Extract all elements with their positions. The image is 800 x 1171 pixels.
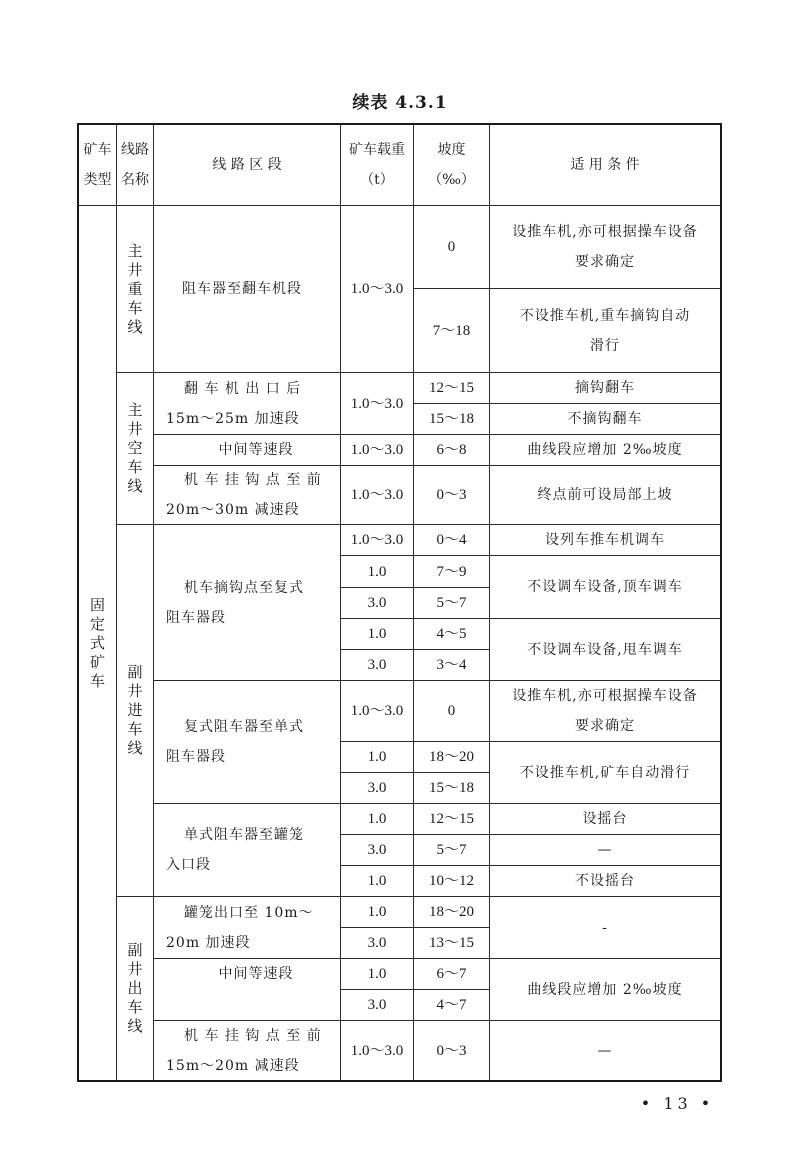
conditions-line1: 曲线段应增加 2‰坡度 [527, 442, 683, 458]
conditions-line2: 要求确定 [575, 254, 635, 270]
car-load-value: 1.0～3.0 [350, 487, 404, 503]
line-name-char: 线 [127, 1017, 143, 1035]
car-load-cell [341, 556, 413, 587]
conditions-cell [490, 681, 720, 741]
conditions-line1: 不摘钩翻车 [567, 411, 643, 427]
line-name-char: 线 [127, 739, 143, 757]
car-load-cell [341, 650, 413, 680]
car-load-value: 3.0 [367, 595, 387, 611]
segment-line1: 翻 车 机 出 口 后 [184, 380, 302, 397]
slope-value: 0 [447, 239, 456, 255]
conditions-cell [490, 404, 720, 434]
row-divider [413, 403, 720, 404]
segment-line1: 单式阻车器至罐笼 [184, 827, 304, 843]
car-load-cell [341, 928, 413, 958]
segment-cell [154, 373, 340, 434]
header-line-name [117, 125, 153, 205]
conditions-line1: 设推车机,亦可根据操车设备 [512, 224, 698, 240]
conditions-line1: 摘钩翻车 [575, 380, 635, 396]
mine-car-type-char: 矿 [89, 652, 105, 671]
conditions-cell [490, 206, 720, 288]
row-divider [340, 587, 489, 588]
header-mine-car-type [79, 125, 116, 205]
segment-line1: 罐笼出口至 10m～ [184, 904, 314, 921]
cell-text: 适 用 条 件 [570, 157, 640, 173]
row-divider [340, 741, 720, 742]
conditions-cell [490, 619, 720, 680]
car-load-value: 1.0 [367, 626, 387, 642]
mine-car-type-char: 车 [89, 671, 105, 690]
slope-value: 15～18 [428, 411, 474, 427]
slope-value: 18～20 [428, 749, 474, 765]
conditions-line2: 滑行 [590, 337, 620, 354]
slope-cell [414, 897, 489, 927]
car-load-cell [341, 897, 413, 927]
segment-line2: 15m～25m 加速段 [166, 410, 300, 427]
line-name-char: 车 [127, 298, 143, 317]
line-name-cell [117, 206, 153, 372]
row-divider [340, 772, 489, 773]
segment-line2: 20m 加速段 [166, 934, 251, 951]
slope-value: 3～4 [436, 657, 467, 673]
segment-line1: 阻车器至翻车机段 [182, 281, 302, 297]
conditions-cell [490, 897, 720, 958]
car-load-cell [341, 990, 413, 1020]
conditions-cell [490, 556, 720, 618]
conditions-line1: 设推车机,亦可根据操车设备 [512, 688, 698, 704]
section-divider [116, 372, 720, 373]
line-name-char: 空 [127, 439, 143, 457]
slope-cell [414, 206, 489, 288]
row-divider [340, 927, 489, 928]
segment-cell [154, 959, 340, 1020]
car-load-value: 3.0 [367, 780, 387, 796]
slope-cell [414, 681, 489, 741]
slope-value: 4～5 [436, 626, 467, 642]
segment-cell [154, 466, 340, 524]
segment-line2: 入口段 [166, 857, 211, 873]
car-load-cell [341, 619, 413, 649]
segment-line1: 中间等速段 [218, 966, 294, 982]
line-name-char: 线 [127, 317, 143, 336]
car-load-cell [341, 206, 413, 372]
line-name-char: 主 [127, 241, 143, 260]
conditions-cell [490, 866, 720, 896]
car-load-value: 1.0 [367, 966, 387, 982]
conditions-line1: - [602, 919, 608, 936]
car-load-cell [341, 1021, 413, 1080]
conditions-cell [490, 525, 720, 555]
segment-line1: 中间等速段 [218, 442, 294, 458]
slope-cell [414, 289, 489, 372]
conditions-line1: 不设调车设备,顶车调车 [527, 579, 683, 595]
header-line-segment [154, 125, 340, 205]
slope-value: 7～18 [432, 322, 471, 339]
column-divider [153, 124, 154, 1080]
segment-divider [153, 434, 720, 435]
conditions-cell [490, 289, 720, 372]
conditions-line1: 曲线段应增加 2‰坡度 [527, 981, 683, 998]
cell-text: 名称 [121, 172, 149, 188]
mine-car-type-cell [79, 206, 116, 1080]
car-load-cell [341, 435, 413, 465]
slope-value: 0～3 [436, 1042, 467, 1059]
car-load-value: 3.0 [367, 842, 387, 858]
car-load-value: 1.0～3.0 [350, 442, 404, 458]
car-load-cell [341, 373, 413, 434]
slope-cell [414, 556, 489, 587]
segment-line2: 15m～20m 减速段 [166, 1057, 300, 1074]
slope-cell [414, 619, 489, 649]
slope-value: 6～8 [436, 442, 467, 458]
segment-cell [154, 897, 340, 958]
row-divider [340, 834, 720, 835]
line-name-char: 车 [127, 458, 143, 476]
header-slope [414, 125, 489, 205]
conditions-line1: — [597, 842, 613, 858]
segment-line1: 机 车 挂 钩 点 至 前 [184, 472, 322, 488]
car-load-value: 1.0～3.0 [350, 703, 404, 719]
cell-text: 矿车 [83, 142, 112, 158]
cell-text: 类型 [83, 172, 112, 188]
car-load-value: 1.0～3.0 [350, 395, 404, 412]
slope-value: 15～18 [428, 780, 474, 796]
header-divider [78, 205, 720, 206]
car-load-cell [341, 466, 413, 524]
row-divider [340, 649, 489, 650]
slope-value: 18～20 [428, 904, 474, 920]
row-divider [413, 288, 720, 289]
conditions-line1: 不设推车机,矿车自动滑行 [519, 764, 691, 781]
segment-line1: 复式阻车器至单式 [184, 719, 304, 735]
column-divider [116, 124, 117, 1080]
line-name-cell [117, 373, 153, 524]
segment-divider [153, 680, 720, 681]
segment-line2: 阻车器段 [166, 749, 226, 765]
slope-value: 4～7 [436, 997, 467, 1013]
slope-cell [414, 835, 489, 865]
conditions-cell [490, 1021, 720, 1080]
cell-text: 坡度 [437, 142, 466, 158]
section-divider [116, 524, 720, 525]
slope-value: 13～15 [428, 935, 474, 951]
slope-value: 7～9 [436, 563, 467, 580]
row-divider [340, 618, 720, 619]
slope-cell [414, 804, 489, 834]
line-name-char: 线 [127, 477, 143, 495]
mine-car-type-char: 定 [89, 614, 105, 633]
slope-value: 0 [447, 703, 456, 719]
car-load-value: 1.0 [367, 563, 387, 580]
car-load-cell [341, 866, 413, 896]
cell-text: 线路 [121, 142, 149, 158]
segment-cell [154, 1021, 340, 1080]
car-load-value: 1.0～3.0 [350, 532, 404, 548]
car-load-cell [341, 773, 413, 803]
line-name-char: 副 [127, 663, 143, 681]
car-load-value: 1.0 [367, 904, 387, 920]
page-number: • 13 • [640, 1094, 715, 1113]
line-name-char: 井 [127, 682, 143, 700]
conditions-line1: 不设摇台 [575, 873, 635, 889]
slope-cell [414, 650, 489, 680]
segment-divider [153, 1020, 720, 1021]
line-name-char: 井 [127, 420, 143, 438]
slope-cell [414, 435, 489, 465]
slope-value: 5～7 [436, 595, 467, 611]
line-name-char: 车 [127, 998, 143, 1016]
slope-value: 10～12 [428, 873, 474, 889]
segment-line2: 20m～30m 减速段 [166, 502, 300, 518]
segment-cell [154, 525, 340, 680]
car-load-value: 3.0 [367, 997, 387, 1013]
mine-car-type-char: 式 [89, 633, 105, 652]
conditions-cell [490, 959, 720, 1020]
line-name-char: 副 [127, 941, 143, 959]
segment-divider [153, 465, 720, 466]
table-title: 续表 4.3.1 [352, 93, 448, 113]
cell-text: 矿车载重 [349, 142, 405, 158]
slope-cell [414, 525, 489, 555]
segment-divider [153, 803, 720, 804]
line-name-char: 井 [127, 960, 143, 978]
segment-line1: 机车摘钩点至复式 [184, 579, 304, 596]
conditions-cell [490, 804, 720, 834]
cell-text: 线 路 区 段 [212, 157, 282, 173]
conditions-line1: 不设推车机,重车摘钩自动 [519, 307, 691, 324]
slope-value: 5～7 [436, 842, 467, 858]
slope-cell [414, 466, 489, 524]
slope-cell [414, 866, 489, 896]
slope-cell [414, 928, 489, 958]
line-name-char: 进 [127, 701, 143, 719]
header-car-load [341, 125, 413, 205]
line-name-char: 主 [127, 401, 143, 419]
conditions-cell [490, 742, 720, 803]
slope-cell [414, 773, 489, 803]
conditions-line1: 不设调车设备,甩车调车 [527, 641, 683, 658]
car-load-value: 1.0～3.0 [350, 1042, 404, 1059]
segment-cell [154, 681, 340, 803]
car-load-cell [341, 525, 413, 555]
conditions-line2: 要求确定 [575, 718, 635, 734]
segment-cell [154, 206, 340, 372]
car-load-cell [341, 742, 413, 772]
segment-cell [154, 804, 340, 896]
slope-cell [414, 959, 489, 989]
conditions-line1: — [597, 1042, 613, 1059]
car-load-value: 1.0 [367, 873, 387, 889]
row-divider [340, 865, 720, 866]
car-load-value: 3.0 [367, 935, 387, 951]
car-load-value: 1.0～3.0 [350, 281, 404, 297]
segment-line1: 机 车 挂 钩 点 至 前 [184, 1027, 322, 1044]
slope-value: 12～15 [428, 380, 474, 396]
slope-value: 0～3 [436, 487, 467, 503]
line-name-cell [117, 525, 153, 896]
car-load-cell [341, 681, 413, 741]
conditions-cell [490, 435, 720, 465]
row-divider [340, 989, 489, 990]
conditions-cell [490, 373, 720, 403]
slope-value: 6～7 [436, 966, 467, 982]
conditions-line1: 终点前可设局部上坡 [537, 487, 673, 503]
line-name-char: 出 [127, 979, 143, 997]
slope-value: 12～15 [428, 811, 474, 827]
line-name-char: 重 [127, 279, 143, 298]
line-name-char: 车 [127, 720, 143, 738]
row-divider [340, 555, 720, 556]
segment-divider [153, 958, 720, 959]
cell-text: （t） [360, 172, 394, 188]
car-load-value: 1.0 [367, 811, 387, 827]
car-load-value: 1.0 [367, 749, 387, 765]
section-divider [116, 896, 720, 897]
column-divider [340, 124, 341, 1080]
slope-value: 0～4 [436, 532, 467, 548]
mine-car-type-char: 固 [89, 595, 105, 614]
column-divider [489, 124, 490, 1080]
segment-cell [154, 435, 340, 465]
slope-cell [414, 990, 489, 1020]
line-name-char: 井 [127, 260, 143, 279]
slope-cell [414, 404, 489, 434]
conditions-cell [490, 466, 720, 524]
car-load-cell [341, 804, 413, 834]
car-load-cell [341, 588, 413, 618]
car-load-value: 3.0 [367, 657, 387, 673]
car-load-cell [341, 835, 413, 865]
conditions-line1: 设列车推车机调车 [545, 532, 665, 548]
cell-text: （‰） [428, 172, 475, 188]
slope-cell [414, 373, 489, 403]
column-divider [413, 124, 414, 1080]
slope-cell [414, 588, 489, 618]
slope-cell [414, 1021, 489, 1080]
conditions-cell [490, 835, 720, 865]
conditions-line1: 设摇台 [582, 811, 628, 827]
segment-line2: 阻车器段 [166, 609, 226, 626]
car-load-cell [341, 959, 413, 989]
line-name-cell [117, 897, 153, 1080]
header-conditions [490, 125, 720, 205]
slope-cell [414, 742, 489, 772]
